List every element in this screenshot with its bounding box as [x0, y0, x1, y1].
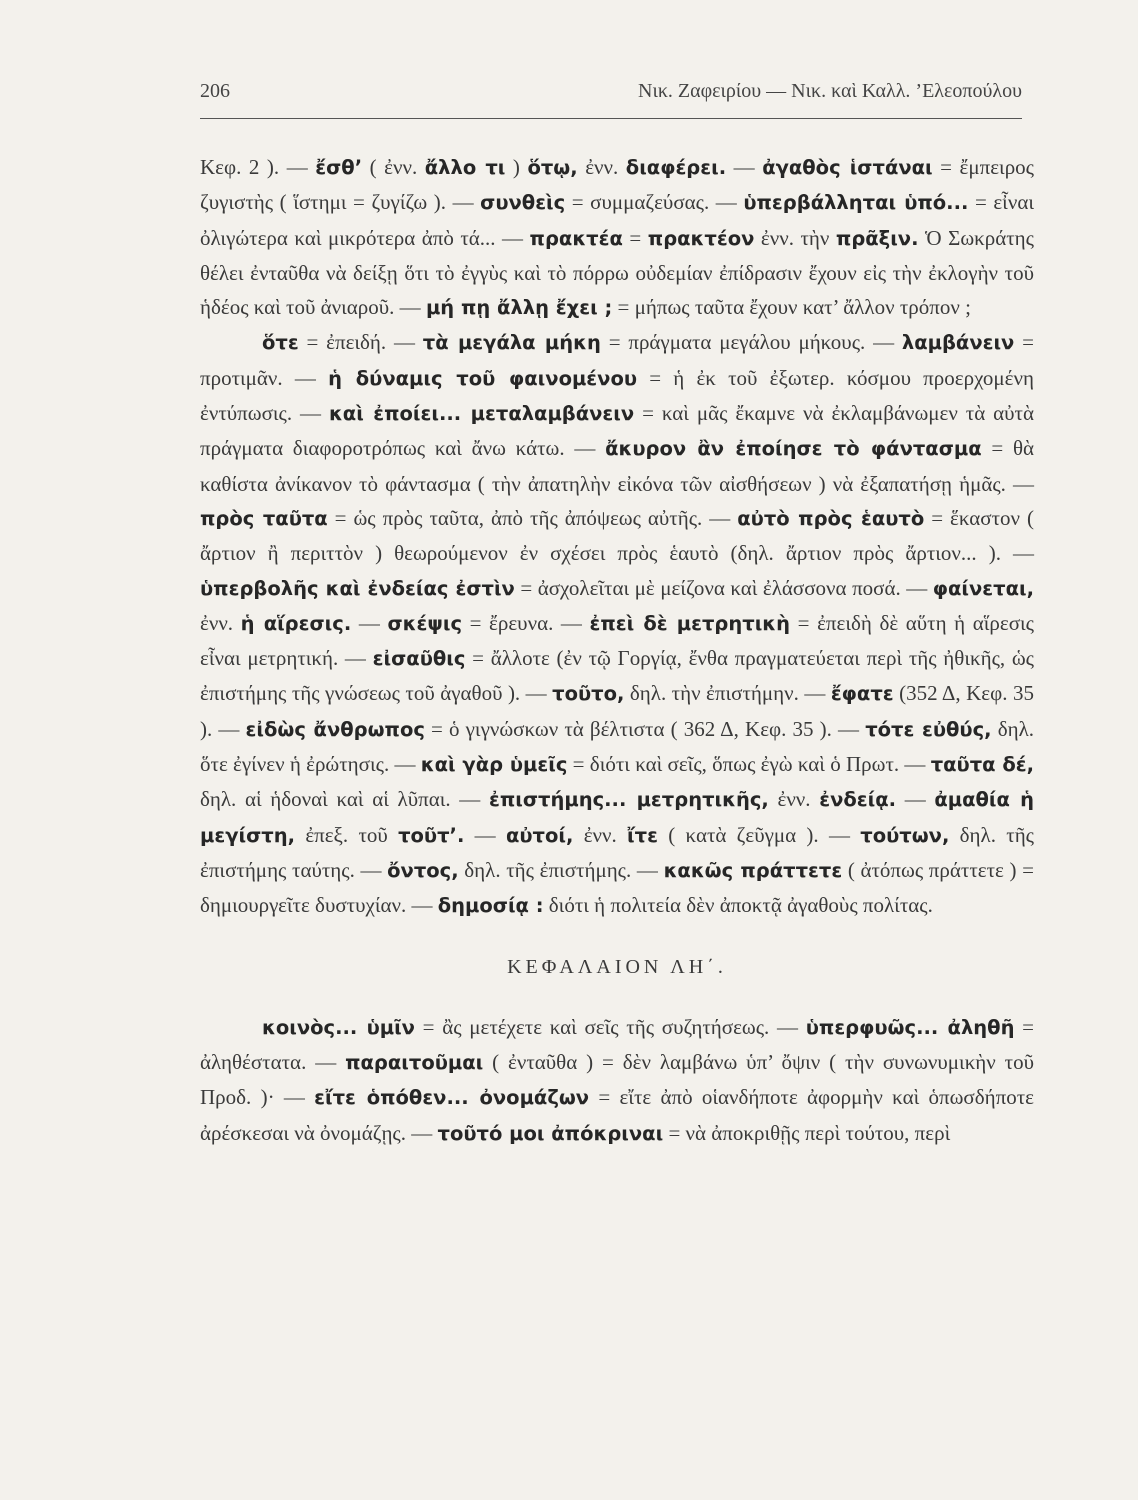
lemma-term: λαμβάνειν	[901, 331, 1015, 355]
gloss-text: ἐνν.	[768, 787, 820, 812]
gloss-text: = ἕκαστον ( ἄρτιον ἢ περιττὸν ) θεωρούμενον ἐν σχέσει πρὸς ἑαυτὸ (δηλ. ἄρτιον πρὸς ἄρτιον... ). —	[200, 505, 1034, 566]
lemma-term: τοῦτό μοι ἀπόκριναι	[437, 1121, 664, 1145]
gloss-text: =	[622, 225, 648, 250]
lemma-term: ἄκυρον ἂν ἐποίησε τὸ φάντασμα	[605, 437, 982, 461]
gloss-text: —	[896, 787, 935, 812]
gloss-text: = μήπως ταῦτα ἔχουν κατ’ ἄλλον τρόπον ;	[612, 295, 971, 320]
running-title: Νικ. Ζαφειρίου — Νικ. καὶ Καλλ. ’Ελεοπούλου	[638, 80, 1022, 102]
header-rule	[200, 118, 1022, 119]
lemma-term: συνθεὶς	[480, 191, 566, 215]
lemma-term: παραιτοῦμαι	[345, 1051, 484, 1075]
lemma-term: πρὸς ταῦτα	[200, 506, 328, 530]
gloss-text: = ἔμπειρος ζυγιστὴς ( ἵστημι = ζυγίζω ). —	[200, 155, 1034, 215]
lemma-term: ἡ δύναμις τοῦ φαινομένου	[328, 366, 638, 390]
gloss-text: = ἀληθέστατα. —	[200, 1014, 1035, 1075]
gloss-text: = ὡς πρὸς ταῦτα, ἀπὸ τῆς ἀπόψεως αὐτῆς. —	[327, 505, 738, 530]
gloss-text: )	[505, 155, 528, 179]
gloss-text: δηλ. τὴν ἐπιστήμην. —	[624, 681, 831, 706]
lemma-term: πρακτέον	[647, 226, 755, 250]
lemma-term: ἡ αἵρεσις.	[240, 611, 352, 635]
gloss-text: δηλ. ὅτε ἐγίνεν ἡ ἐρώτησις. —	[200, 716, 1035, 777]
lemma-term: ἔφατε	[830, 682, 894, 706]
gloss-text: Κεφ. 2 ). —	[200, 155, 316, 179]
gloss-text: δηλ. τῆς ἐπιστήμης. —	[458, 857, 664, 882]
gloss-text: = καὶ μᾶς ἔκαμνε νὰ ἐκλαμβάνωμεν τὰ αὐτὰ πράγματα διαφοροτρόπως καὶ ἄνω κάτω. —	[200, 401, 1034, 461]
gloss-text: ( ἐνν.	[362, 155, 425, 179]
gloss-text: = ἡ ἐκ τοῦ ἐξωτερ. κόσμου προερχομένη ἐντύπωσις. —	[200, 365, 1034, 426]
gloss-text: = πράγματα μεγάλου μήκους. —	[600, 330, 902, 355]
lemma-term: εἰδὼς ἄνθρωπος	[245, 717, 425, 741]
gloss-text: = ἀσχολεῖται μὲ μείζονα καὶ ἐλάσσονα ποσά. —	[514, 575, 933, 600]
lemma-term: μή πῃ ἄλλῃ ἔχει ;	[425, 296, 613, 320]
paragraph-1	[200, 150, 1034, 325]
lemma-term: πρακτέα	[529, 226, 623, 250]
gloss-text: —	[726, 155, 763, 179]
gloss-text: = νὰ ἀποκριθῇς περὶ τούτου, περὶ	[663, 1120, 951, 1145]
lemma-term: ἐπεὶ δὲ μετρητικὴ	[589, 611, 791, 635]
gloss-text: ἐνν.	[200, 610, 241, 635]
lemma-term: ἀμαθία ἡ μεγίστη,	[200, 788, 1034, 847]
gloss-text: = θὰ καθίστα ἀνίκανον τὸ φάντασμα ( τὴν ἀπατηλὴν εἰκόνα τῶν αἰσθήσεων ) νὰ ἐξαπατήσῃ ἡμᾶς. —	[200, 436, 1035, 496]
gloss-text: ( κατὰ ζεῦγμα ). —	[657, 822, 861, 847]
lemma-term: ἀγαθὸς ἱστάναι	[762, 156, 933, 179]
lemma-term: εἰσαῦθις	[372, 647, 466, 671]
lemma-term: τότε εὐθύς,	[865, 717, 992, 741]
gloss-text: ( ἀτόπως πράττετε ) = δημιουργεῖτε δυστυχίαν. —	[200, 857, 1034, 918]
chapter-heading: ΚΕΦΑΛΑΙΟΝ ΛΗ΄.	[507, 955, 727, 978]
gloss-text: δηλ. τῆς ἐπιστήμης ταύτης. —	[200, 822, 1034, 882]
gloss-text: = εἶναι ὀλιγώτερα καὶ μικρότερα ἀπὸ τά... —	[200, 190, 1034, 250]
lemma-term: ὑπερβάλληται ὑπό...	[743, 191, 969, 215]
page-number: 206	[200, 80, 230, 102]
gloss-text: —	[464, 822, 506, 847]
lemma-term: εἴτε ὁπόθεν... ὀνομάζων	[314, 1086, 590, 1110]
lemma-term: τούτων,	[860, 823, 950, 847]
lemma-term: ὅτῳ,	[527, 156, 578, 179]
lemma-term: κοινὸς... ὑμῖν	[262, 1015, 415, 1039]
gloss-text: ἐνν.	[577, 155, 626, 179]
lemma-term: κακῶς πράττετε	[663, 858, 843, 882]
gloss-text: ( ἐνταῦθα ) = δὲν λαμβάνω ὑπ’ ὄψιν ( τὴν συνωνυμικὴν τοῦ Προδ. )· —	[200, 1050, 1034, 1110]
lemma-term: ἐπιστήμης... μετρητικῆς,	[488, 788, 769, 812]
gloss-text: διότι ἡ πολιτεία δὲν ἀποκτᾷ ἀγαθοὺς πολίτας.	[543, 893, 933, 918]
lemma-term: αὐτὸ πρὸς ἑαυτὸ	[737, 506, 925, 530]
lemma-term: σκέψις	[387, 611, 463, 635]
gloss-text: Ὁ Σωκράτης θέλει ἐνταῦθα νὰ δείξῃ ὅτι τὸ ἐγγὺς καὶ τὸ πόρρω οὐδεμίαν ἐπίδρασιν ἔχουν εἰς τὴν ἐκλογὴν τοῦ ἡδέος καὶ τοῦ ἀνιαροῦ. —	[200, 225, 1034, 320]
lemma-term: ταῦτα δέ,	[930, 753, 1035, 777]
lemma-term: ἄλλο τι	[424, 156, 506, 179]
lemma-term: καὶ ἐποίει... μεταλαμβάνειν	[328, 402, 635, 426]
lemma-term: διαφέρει.	[625, 156, 727, 179]
paragraph-2	[200, 325, 1034, 923]
lemma-term: καὶ γὰρ ὑμεῖς	[420, 753, 568, 777]
gloss-text: = εἴτε ἀπὸ οἱανδήποτε ἀφορμὴν καὶ ὁπωσδήποτε ἀρέσκεσαι νὰ ὀνομάζῃς. —	[200, 1085, 1034, 1145]
gloss-text: ἐπεξ. τοῦ	[295, 822, 399, 847]
text-body	[200, 150, 1034, 1151]
gloss-text: = προτιμᾶν. —	[200, 330, 1034, 390]
gloss-text: ἐνν. τὴν	[754, 225, 836, 250]
gloss-text: δηλ. αἱ ἡδοναὶ καὶ αἱ λῦπαι. —	[200, 787, 489, 812]
lemma-term: ὄντος,	[387, 858, 459, 882]
gloss-text: = ἐπειδὴ δὲ αὕτη ἡ αἵρεσις εἶναι μετρητική. —	[200, 610, 1035, 671]
paragraph-3	[200, 1010, 1034, 1151]
lemma-term: πρᾶξιν.	[835, 226, 919, 250]
lemma-term: ὑπερφυῶς... ἀληθῆ	[805, 1015, 1015, 1039]
lemma-term: ὅτε	[262, 331, 299, 355]
gloss-text: = διότι καὶ σεῖς, ὅπως ἐγὼ καὶ ὁ Πρωτ. —	[567, 752, 931, 777]
gloss-text: = ἂς μετέχετε καὶ σεῖς τῆς συζητήσεως. —	[414, 1014, 806, 1039]
page-header	[200, 80, 1022, 103]
lemma-term: δημοσίᾳ :	[437, 894, 544, 918]
gloss-text: —	[351, 610, 388, 635]
lemma-term: ἐνδείᾳ.	[819, 788, 897, 812]
lemma-term: αὐτοί,	[505, 823, 574, 847]
lemma-term: τοῦτ’.	[398, 823, 465, 847]
lemma-term: τοῦτο,	[552, 682, 625, 706]
gloss-text: = ἄλλοτε (ἐν τῷ Γοργίᾳ, ἔνθα πραγματεύεται περὶ τῆς ἠθικῆς, ὡς ἐπιστήμης τῆς γνώσεως τοῦ ἀγαθοῦ ). —	[200, 646, 1034, 706]
gloss-text: = ἔρευνα. —	[462, 610, 590, 635]
lemma-term: ὑπερβολῆς καὶ ἐνδείας ἐστὶν	[200, 576, 515, 600]
gloss-text: = συμμαζεύσας. —	[565, 190, 744, 215]
gloss-text: (352 Δ, Κεφ. 35 ). —	[200, 681, 1034, 741]
gloss-text: ἐνν.	[573, 822, 628, 847]
gloss-text: = ὁ γιγνώσκων τὰ βέλτιστα ( 362 Δ, Κεφ. 35 ). —	[424, 716, 866, 741]
lemma-term: ἴτε	[627, 823, 658, 847]
lemma-term: φαίνεται,	[932, 576, 1034, 600]
gloss-text: = ἐπειδή. —	[298, 330, 423, 355]
lemma-term: ἔσθ’	[315, 156, 363, 179]
lemma-term: τὰ μεγάλα μήκη	[422, 331, 601, 355]
